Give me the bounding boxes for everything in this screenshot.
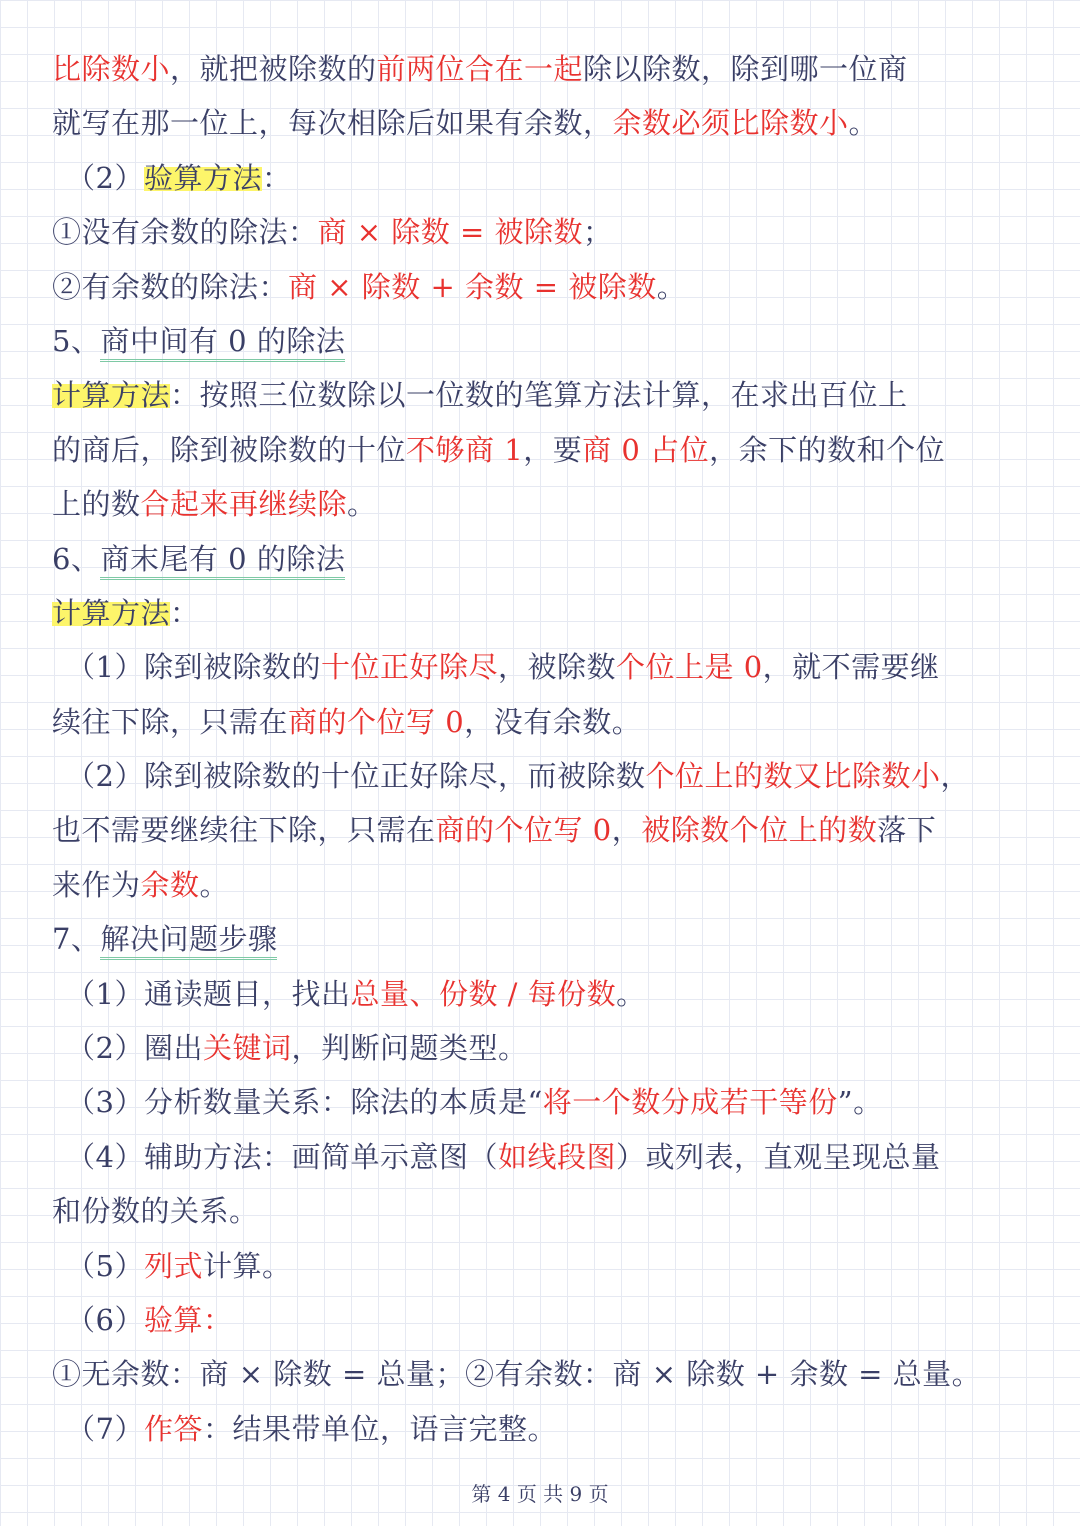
section-number: 5、 — [52, 323, 101, 358]
text: 。 — [656, 269, 687, 304]
text-line — [52, 1130, 1037, 1184]
section-title: 商中间有 0 的除法 — [100, 324, 345, 362]
text: ，余下的数和个位 — [709, 432, 946, 467]
emphasis: 被除数个位上的数 — [641, 813, 878, 848]
text: （7） — [66, 1411, 144, 1446]
emphasis: 商的个位写 0 — [435, 813, 612, 848]
text: ）或列表，直观呈现总量 — [615, 1139, 941, 1174]
emphasis: 将一个数分成若干等份 — [542, 1085, 838, 1120]
text: （2）圈出 — [66, 1031, 203, 1066]
text-line — [52, 749, 1037, 803]
text-line — [52, 477, 1037, 531]
emphasis: 余数必须比除数小 — [612, 106, 849, 141]
text-line — [52, 42, 1037, 96]
text: 落下 — [877, 813, 937, 848]
emphasis: 验算： — [143, 1302, 233, 1337]
text: 就写在那一位上，每次相除后如果有余数， — [52, 106, 613, 141]
text: 续往下除，只需在 — [52, 704, 289, 739]
text: （2） — [66, 160, 144, 195]
text: （6） — [66, 1302, 144, 1337]
text-line — [52, 1402, 1037, 1456]
emphasis: 余数 — [140, 867, 200, 902]
text: （2）除到被除数的十位正好除尽，而被除数 — [66, 759, 646, 794]
emphasis: 作答 — [143, 1411, 203, 1446]
text-line — [52, 1239, 1037, 1293]
text: 。 — [616, 976, 646, 1011]
emphasis: 比除数小 — [52, 52, 171, 86]
highlighted-heading: 计算方法 — [52, 595, 171, 630]
text-line — [52, 1293, 1037, 1347]
text: ，要 — [523, 432, 583, 467]
formula: 商 × 除数 + 余数 = 被除数 — [288, 269, 657, 304]
text: ， — [611, 813, 642, 848]
emphasis: 合起来再继续除 — [140, 487, 348, 522]
text: 来作为 — [52, 867, 141, 902]
text: 除以除数，除到哪一位商 — [583, 52, 908, 86]
emphasis: 前两位合在一起 — [376, 52, 584, 86]
text-line — [52, 967, 1037, 1021]
text-line — [52, 1021, 1037, 1075]
emphasis: 列式 — [143, 1248, 203, 1283]
document-body — [52, 42, 1037, 1456]
text: ：按照三位数除以一位数的笔算方法计算，在求出百位上 — [170, 378, 908, 413]
section-number: 6、 — [52, 541, 101, 576]
text: 的商后，除到被除数的十位 — [52, 432, 407, 467]
highlighted-heading: 验算方法 — [143, 160, 262, 195]
emphasis: 不够商 1 — [406, 432, 524, 467]
text: （4）辅助方法：画简单示意图（ — [66, 1139, 498, 1174]
emphasis: 总量、份数 / 每份数 — [350, 976, 617, 1011]
text-line — [52, 205, 1037, 259]
highlighted-heading: 计算方法 — [52, 378, 171, 413]
section-number: 7、 — [52, 922, 101, 957]
text: ， — [940, 759, 970, 794]
text-line — [52, 260, 1037, 314]
text-line — [52, 368, 1037, 422]
text: ： — [170, 595, 200, 630]
text: ：结果带单位，语言完整。 — [202, 1411, 557, 1446]
text-line — [52, 1347, 1037, 1401]
text: ”。 — [837, 1085, 883, 1120]
text: 计算。 — [202, 1248, 292, 1283]
emphasis: 个位上是 0 — [615, 650, 763, 685]
text: 。 — [848, 106, 879, 141]
text: ： — [261, 160, 292, 195]
text-line — [52, 803, 1037, 857]
text-line — [52, 151, 1037, 205]
section-title: 解决问题步骤 — [100, 922, 277, 960]
section-heading — [52, 314, 1037, 368]
text: （1）除到被除数的 — [66, 650, 321, 685]
text-line — [52, 423, 1037, 477]
text: （5） — [66, 1248, 144, 1283]
text: 和份数的关系。 — [52, 1194, 259, 1229]
section-heading — [52, 532, 1037, 586]
text: 。 — [347, 487, 377, 522]
formula: 商 × 除数 = 被除数 — [317, 215, 583, 250]
text: 也不需要继续往下除，只需在 — [52, 813, 436, 848]
section-heading — [52, 912, 1037, 966]
emphasis: 如线段图 — [497, 1139, 616, 1174]
text: 。 — [199, 867, 230, 902]
text: ②有余数的除法： — [52, 269, 289, 304]
text: ，就把被除数的 — [170, 52, 377, 86]
text: ，被除数 — [497, 650, 616, 685]
text-line — [52, 96, 1037, 150]
section-title: 商末尾有 0 的除法 — [100, 542, 345, 580]
text: （3）分析数量关系：除法的本质是“ — [66, 1085, 543, 1120]
text: ，判断问题类型。 — [291, 1031, 528, 1066]
text: 上的数 — [52, 487, 141, 522]
emphasis: 十位正好除尽 — [320, 650, 498, 685]
emphasis: 商的个位写 0 — [288, 704, 465, 739]
text-line — [52, 1075, 1037, 1129]
text: ①无余数：商 × 除数 = 总量；②有余数：商 × 除数 + 余数 = 总量。 — [52, 1357, 982, 1392]
text-line — [52, 586, 1037, 640]
text: ； — [583, 215, 613, 250]
text: ①没有余数的除法： — [52, 215, 318, 250]
page-number: 第 4 页 共 9 页 — [471, 1482, 609, 1506]
text-line — [52, 1184, 1037, 1238]
text: ，没有余数。 — [464, 704, 642, 739]
emphasis: 关键词 — [202, 1031, 292, 1066]
text: （1）通读题目，找出 — [66, 976, 351, 1011]
emphasis: 个位上的数又比除数小 — [645, 759, 941, 794]
text-line — [52, 695, 1037, 749]
text-line — [52, 640, 1037, 694]
text-line — [52, 858, 1037, 912]
text: ，就不需要继 — [762, 650, 940, 685]
emphasis: 商 0 占位 — [582, 432, 710, 467]
